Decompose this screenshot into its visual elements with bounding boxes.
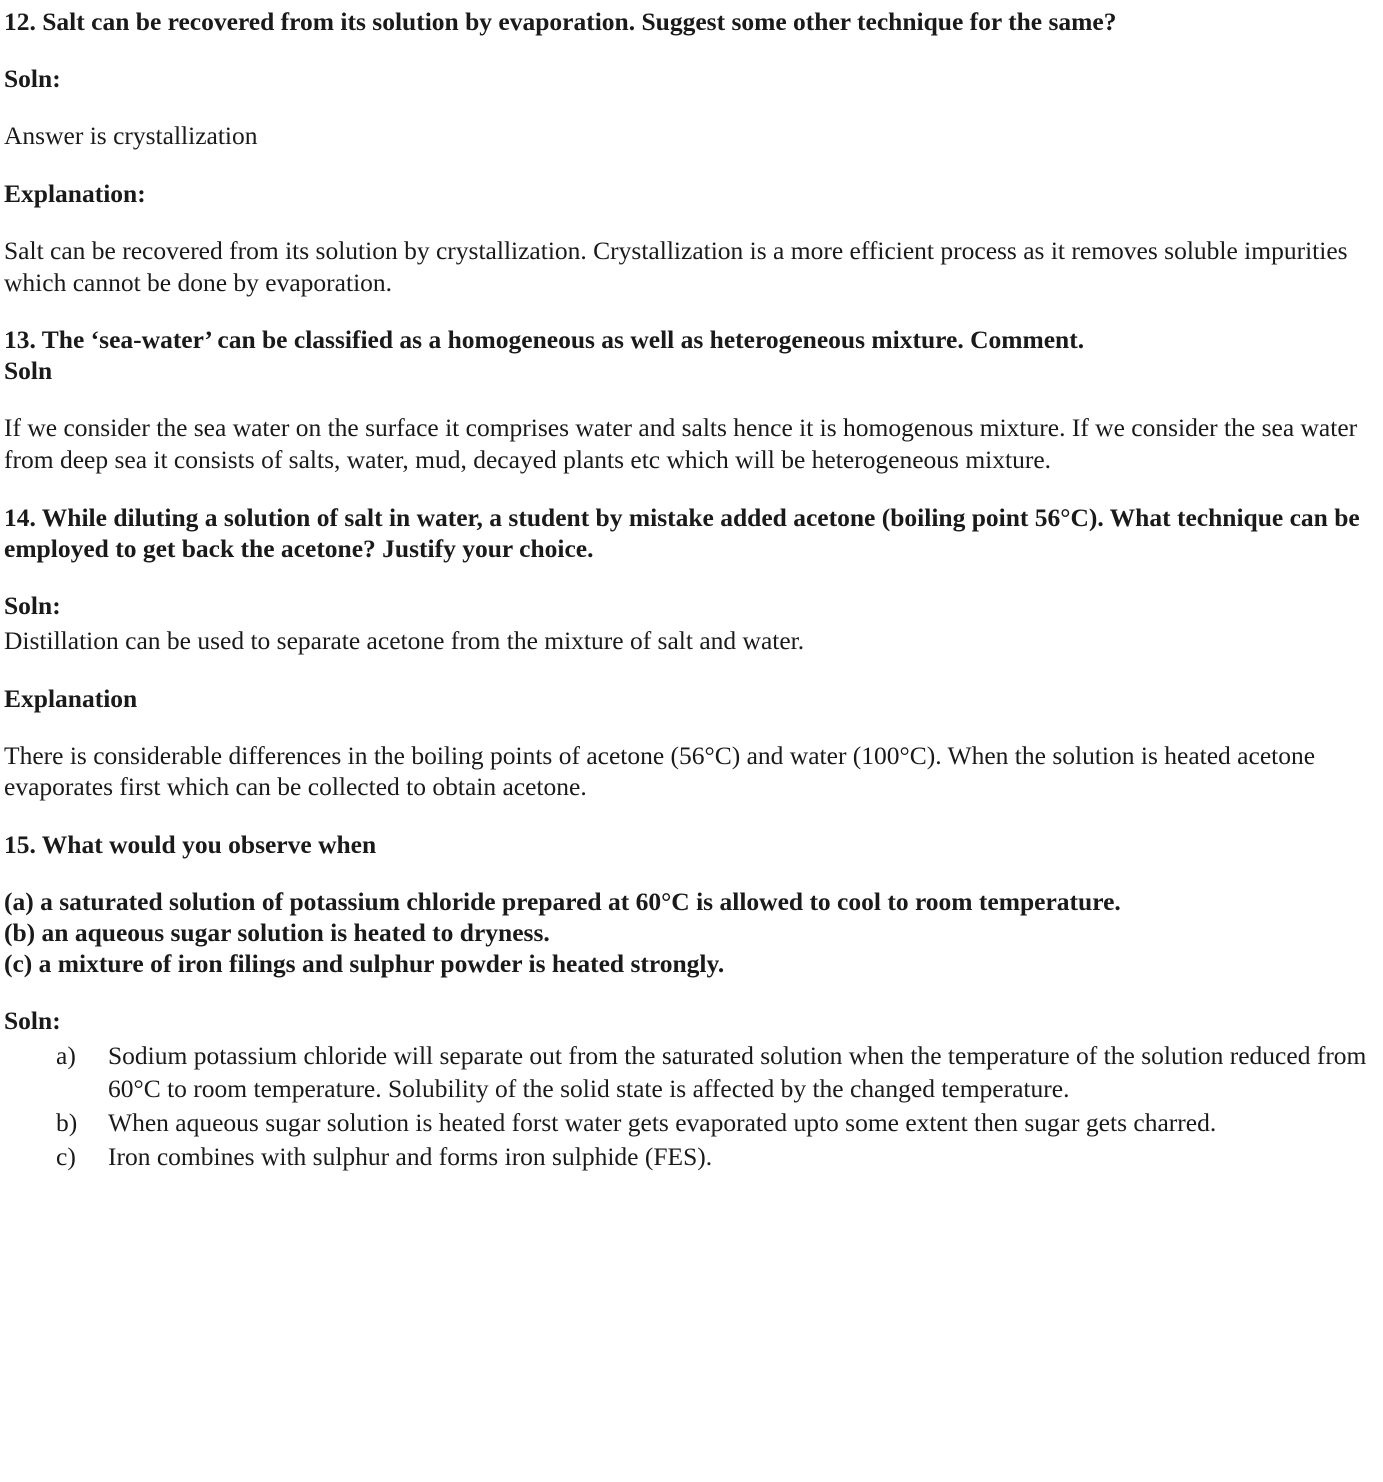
question-15-part-c: (c) a mixture of iron filings and sulphur powder is heated strongly. xyxy=(4,949,725,979)
list-item-text: Iron combines with sulphur and forms iron sulphide (FES). xyxy=(108,1141,713,1171)
question-15-subparts xyxy=(4,886,1379,979)
question-13-soln-label: Soln xyxy=(4,356,53,386)
question-12-explanation-label: Explanation: xyxy=(4,178,146,208)
question-14-heading: 14. While diluting a solution of salt in water, a student by mistake added acetone (boiling point 56°C). What technique can be employed to get back the acetone? Justify your choice. xyxy=(4,502,1360,563)
list-item-marker: a) xyxy=(56,1041,76,1071)
list-item-text: When aqueous sugar solution is heated forst water gets evaporated upto some extent then sugar gets charred. xyxy=(108,1107,1217,1137)
question-15-part-b: (b) an aqueous sugar solution is heated to dryness. xyxy=(4,918,550,948)
list-item-marker: c) xyxy=(56,1141,76,1171)
question-12-explanation: Salt can be recovered from its solution by crystallization. Crystallization is a more efficient process as it removes soluble impurities which cannot be done by evaporation. xyxy=(4,235,1348,297)
list-item xyxy=(4,1107,1379,1139)
question-15-answer-list xyxy=(4,1040,1379,1173)
list-item xyxy=(4,1141,1379,1173)
list-item-text: Sodium potassium chloride will separate out from the saturated solution when the temperature of the solution reduced from 60°C to room temperature. Solubility of the solid state is affected by the changed temperature. xyxy=(108,1041,1367,1103)
question-13-heading: 13. The ‘sea-water’ can be classified as a homogeneous as well as heterogeneous mixture. Comment. xyxy=(4,325,1085,355)
list-item-marker: b) xyxy=(56,1107,78,1137)
question-13-answer: If we consider the sea water on the surface it comprises water and salts hence it is homogenous mixture. If we consider the sea water from deep sea it consists of salts, water, mud, decayed plants etc which will be heterogeneous mixture. xyxy=(4,413,1358,474)
question-14-explanation: There is considerable differences in the boiling points of acetone (56°C) and water (100°C). When the solution is heated acetone evaporates first which can be collected to obtain acetone. xyxy=(4,740,1316,802)
question-15-heading: 15. What would you observe when xyxy=(4,829,377,859)
question-13-block xyxy=(4,324,1379,386)
question-15-soln-label: Soln: xyxy=(4,1006,61,1036)
question-14-answer: Distillation can be used to separate acetone from the mixture of salt and water. xyxy=(4,625,805,655)
question-14-soln-label: Soln: xyxy=(4,590,61,620)
question-12-heading: 12. Salt can be recovered from its solution by evaporation. Suggest some other technique for the same? xyxy=(4,7,1117,36)
question-12-soln-label: Soln: xyxy=(4,64,61,94)
question-14-explanation-label: Explanation xyxy=(4,683,138,713)
question-12-answer: Answer is crystallization xyxy=(4,121,258,151)
question-15-part-a: (a) a saturated solution of potassium chloride prepared at 60°C is allowed to cool to room temperature. xyxy=(4,886,1121,916)
list-item xyxy=(4,1040,1379,1104)
